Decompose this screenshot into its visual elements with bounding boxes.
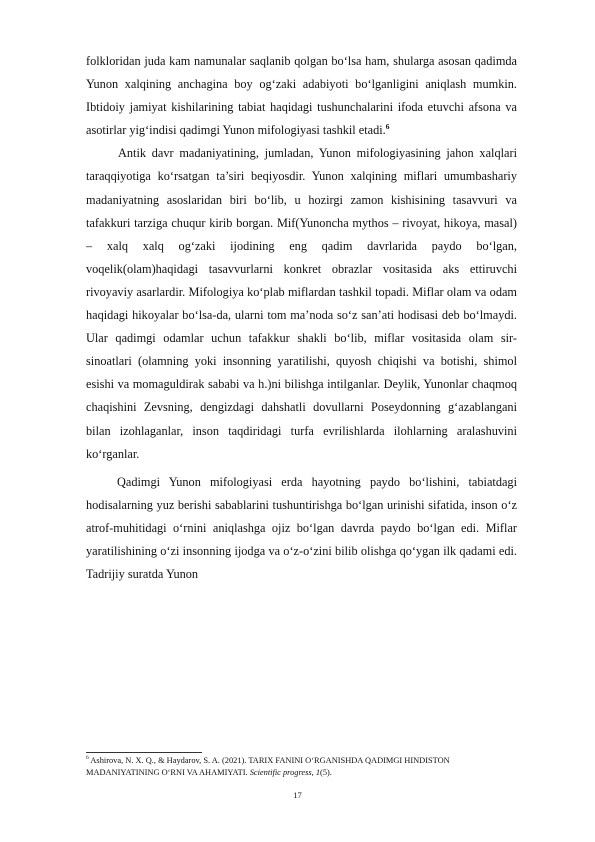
body-paragraph-2: Antik davr madaniyatining, jumladan, Yunon mifologiyasining jahon xalqlari taraqqiyotiga ko‘rsatgan ta’siri beqiyosdir. Yunon xalqining miflari umumbashariy madaniyatning asoslaridan biri bo‘lib, u hozirgi zamon kishisining tasavvuri va tafakkuri tarziga chuqur kirib borgan. Mif(Yunoncha mythos – rivoyat, hikoya, masal) – xalq xalq og‘zaki ijodining eng qadim davrlarida paydo bo‘lgan, voqelik(olam)haqidagi tasavvurlarni konkret obrazlar vositasida aks ettiruvchi rivoyaviy asarlardir. Mifologiya ko‘plab miflardan tashkil topadi. Miflar olam va odam haqidagi hikoyalar bo‘lsa-da, ularni tom ma’noda so‘z san’ati hodisasi deb bo‘lmaydi. Ular qadimgi odamlar uchun tafakkur shakli bo‘lib, miflar vositasida olam sir-sinoatlari (olamning yoki insonning yaratilishi, quyosh chiqishi va botishi, shimol esishi va momaguldirak sababi va h.)ni bilishga intilganlar. Deylik, Yunonlar chaqmoq chaqishini Zevsning, dengizdagi dahshatli dovullarni Poseydonning g‘azablangani bilan izohlaganlar, inson taqdiridagi turfa evrilishlarda ilohlarning aralashuvini ko‘rganlar.	[86, 146, 517, 461]
footnote-issue: (5).	[320, 767, 332, 777]
footnote-journal: Scientific progress	[249, 767, 312, 777]
body-paragraph-3: Qadimgi Yunon mifologiyasi erda hayotning paydo bo‘lishini, tabiatdagi hodisalarning yuz berishi sabablarini tushuntirishga bo‘lgan urinishi sifatida, inson o‘z atrof-muhitidagi o‘rnini aniqlashga ojiz bo‘lgan davrda paydo bo‘lgan edi. Miflar yaratilishining o‘zi insonning ijodga va o‘z-o‘zini bilib olishga qo‘ygan ilk qadami edi. Tadrijiy suratda Yunon	[86, 474, 517, 582]
footnote-marker: 6	[86, 755, 89, 762]
footnote-volume: 1	[315, 767, 321, 777]
body-paragraph-1	[86, 50, 517, 142]
footnote	[86, 755, 517, 778]
document-page	[86, 50, 517, 586]
page-number: 17	[293, 790, 302, 800]
footnote-authors: Ashirova, N. X. Q., & Haydarov, S. A. (2021). TARIX FANINI O‘RGANISHDA QADIMGI HINDISTON MADANIYATINING O‘RNI VA AHAMIYATI.	[86, 756, 450, 777]
footnote-divider	[86, 752, 202, 753]
paragraph-1-text: folkloridan juda kam namunalar saqlanib qolgan bo‘lsa ham, shularga asosan qadimda Yunon xalqining anchagina boy og‘zaki adabiyoti bo‘lganligini aniqlash mumkin. Ibtidoiy jamiyat kishilarining tabiat haqidagi tushunchalarini ifoda etuvchi afsona va asotirlar yig‘indisi qadimgi Yunon mifologiyasi tashkil etadi.	[86, 54, 517, 138]
footnote-separator: ,	[311, 767, 316, 777]
footnote-reference[interactable]: 6	[385, 122, 390, 132]
